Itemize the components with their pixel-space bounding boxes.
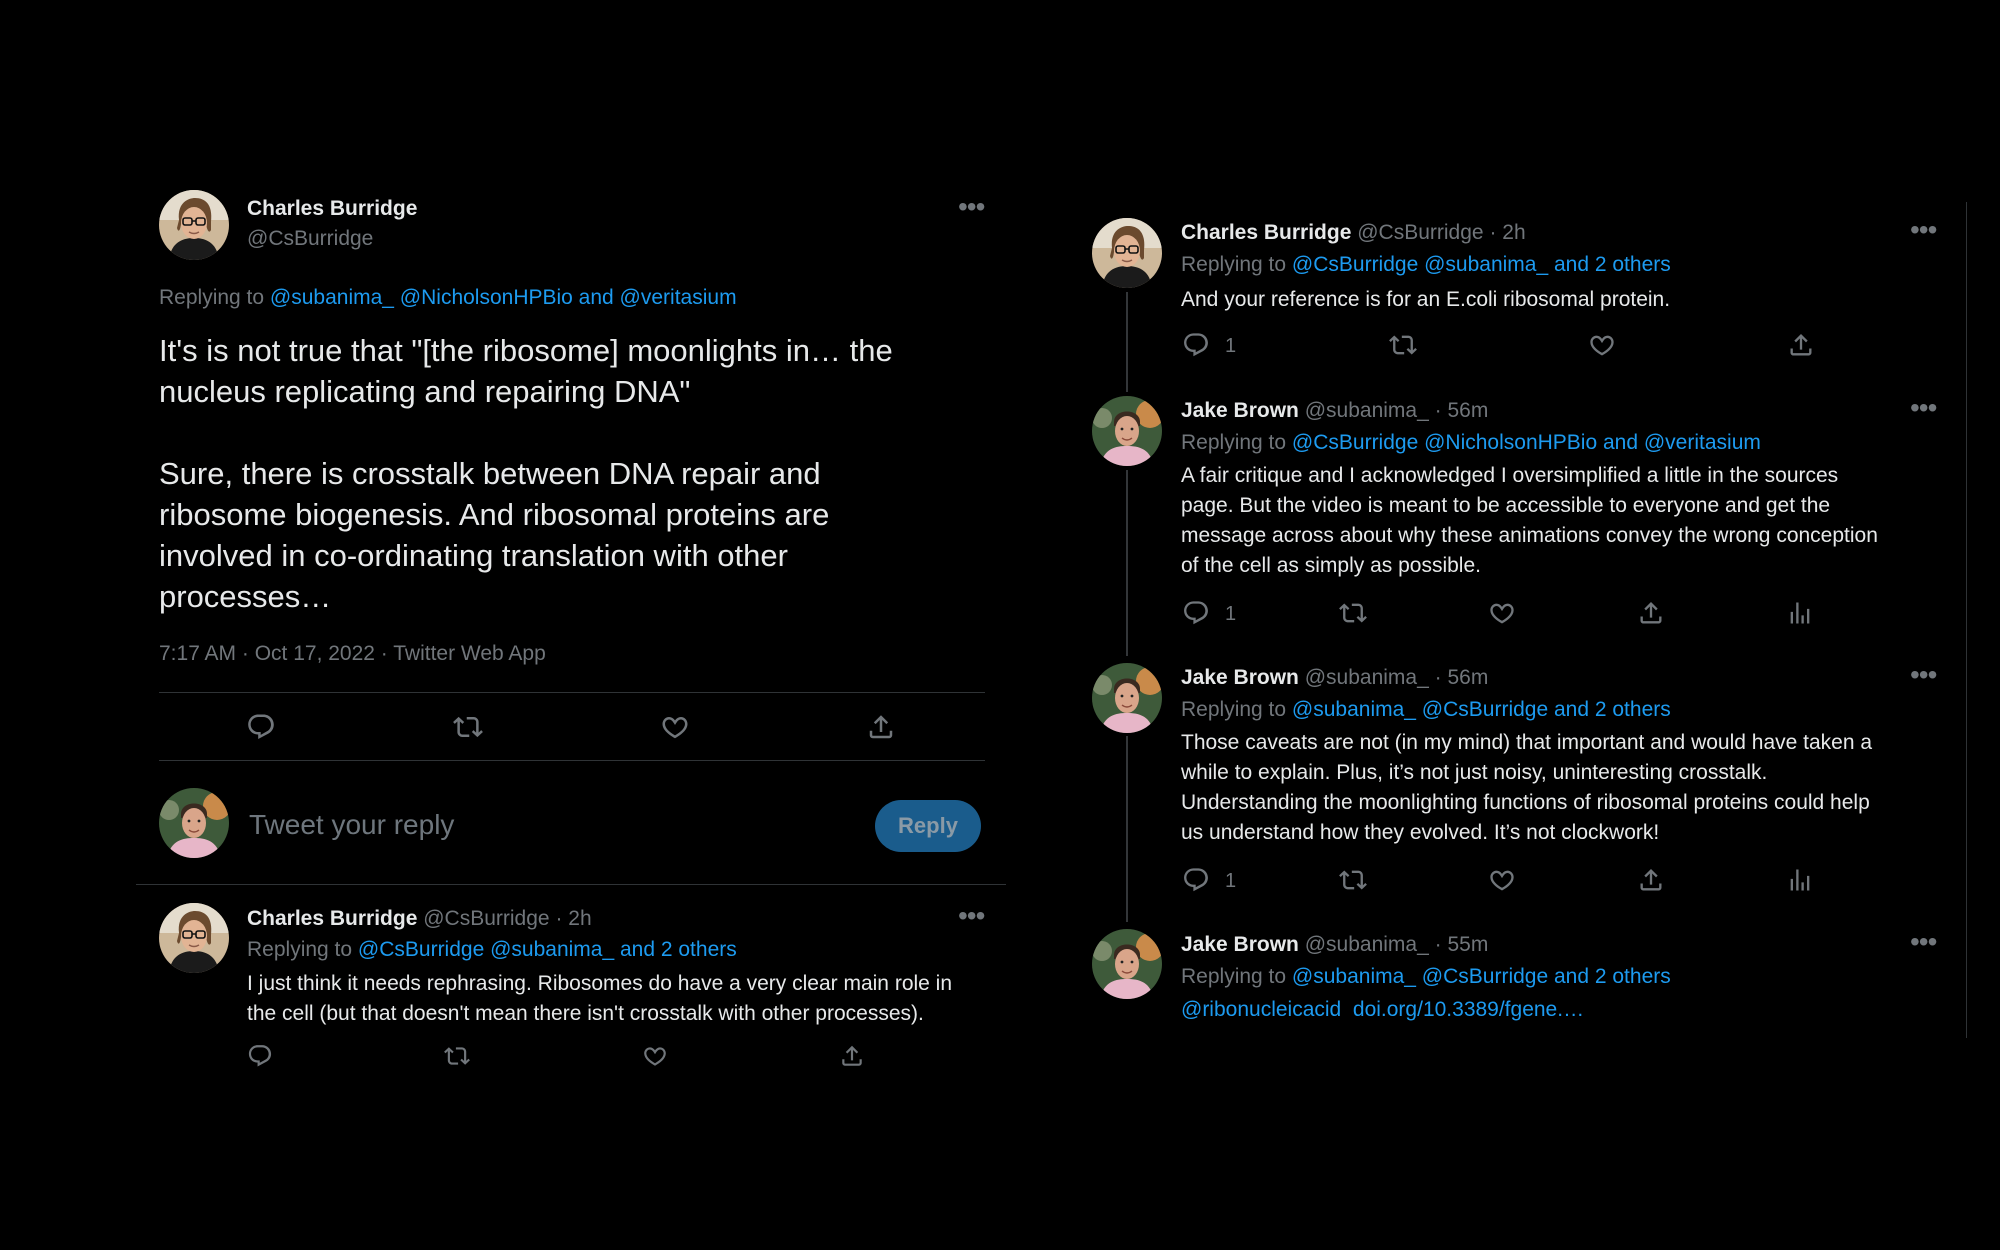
like-icon[interactable] bbox=[642, 1043, 668, 1069]
replying-to-links[interactable]: @CsBurridge @subanima_ and 2 others bbox=[357, 938, 737, 961]
tweet-time[interactable]: · 2h bbox=[1489, 221, 1526, 244]
retweet-icon[interactable] bbox=[444, 1043, 470, 1069]
author-handle[interactable]: @CsBurridge bbox=[1357, 221, 1484, 244]
divider bbox=[136, 884, 1006, 885]
author-name[interactable]: Charles Burridge bbox=[247, 197, 418, 220]
avatar[interactable] bbox=[1092, 663, 1162, 733]
tweet-text-line: It's is not true that "[the ribosome] moonlights in… the bbox=[159, 333, 893, 368]
tweet-text-line: Sure, there is crosstalk between DNA repair and bbox=[159, 456, 821, 491]
tweet-text-line: nucleus replicating and repairing DNA" bbox=[159, 374, 691, 409]
tweet-time[interactable]: · 55m bbox=[1434, 933, 1489, 956]
replying-to bbox=[1181, 253, 1671, 277]
tweet-text bbox=[1181, 461, 1878, 581]
tweet-header bbox=[1181, 221, 1526, 245]
more-options-icon[interactable]: ••• bbox=[1910, 926, 1937, 957]
replying-to bbox=[1181, 698, 1671, 722]
tweet-text bbox=[1181, 728, 1872, 848]
tweet-text bbox=[159, 330, 999, 617]
tweet-text bbox=[247, 969, 1007, 1029]
views-icon[interactable] bbox=[1786, 866, 1814, 894]
panel-border bbox=[1966, 202, 1967, 1038]
tweet-time[interactable]: · 56m bbox=[1434, 399, 1489, 422]
like-icon[interactable] bbox=[1588, 331, 1616, 359]
author-name[interactable]: Charles Burridge bbox=[1181, 221, 1352, 244]
replying-to-links[interactable]: @CsBurridge @NicholsonHPBio and @veritasium bbox=[1291, 431, 1761, 454]
author-name[interactable]: Jake Brown bbox=[1181, 933, 1299, 956]
more-options-icon[interactable]: ••• bbox=[1910, 214, 1937, 245]
replying-to bbox=[159, 286, 737, 310]
views-icon[interactable] bbox=[1786, 599, 1814, 627]
reply-count: 1 bbox=[1225, 603, 1237, 625]
replying-to-links[interactable]: @CsBurridge @subanima_ and 2 others bbox=[1291, 253, 1671, 276]
author-name[interactable]: Jake Brown bbox=[1181, 666, 1299, 689]
tweet-text-line: page. But the video is meant to be accessible to everyone and get the bbox=[1181, 494, 1831, 517]
author-handle[interactable]: @subanima_ bbox=[1304, 399, 1429, 422]
like-icon[interactable] bbox=[1488, 866, 1516, 894]
share-icon[interactable] bbox=[1637, 599, 1665, 627]
reply-header bbox=[247, 907, 592, 931]
tweet-time[interactable]: · 2h bbox=[555, 907, 592, 930]
reply-button[interactable]: Reply bbox=[875, 800, 981, 852]
tweet-links[interactable]: @ribonucleicacid doi.org/10.3389/fgene.… bbox=[1181, 998, 1585, 1021]
tweet-text bbox=[1181, 285, 1670, 315]
divider bbox=[159, 760, 985, 761]
replying-to-label: Replying to bbox=[1181, 965, 1287, 988]
tweet-header bbox=[1181, 666, 1488, 690]
reply-icon[interactable] bbox=[247, 1043, 273, 1069]
divider bbox=[159, 692, 985, 693]
replying-to-links[interactable]: @subanima_ @CsBurridge and 2 others bbox=[1291, 698, 1671, 721]
share-icon[interactable] bbox=[1787, 331, 1815, 359]
tweet-text-line: Those caveats are not (in my mind) that important and would have taken a bbox=[1181, 731, 1873, 754]
author-handle[interactable]: @CsBurridge bbox=[247, 227, 374, 250]
tweet-text-line: ribosome biogenesis. And ribosomal proteins are bbox=[159, 497, 830, 532]
avatar[interactable] bbox=[1092, 396, 1162, 466]
share-icon[interactable] bbox=[866, 712, 896, 742]
composer-avatar bbox=[159, 788, 229, 858]
avatar[interactable] bbox=[1092, 929, 1162, 999]
more-options-icon[interactable]: ••• bbox=[1910, 392, 1937, 423]
author-name[interactable]: Charles Burridge bbox=[247, 907, 418, 930]
retweet-icon[interactable] bbox=[1339, 866, 1367, 894]
tweet-text-line: processes… bbox=[159, 579, 332, 614]
reply-icon[interactable] bbox=[1182, 599, 1210, 627]
author-name[interactable]: Jake Brown bbox=[1181, 399, 1299, 422]
tweet-text-line: And your reference is for an E.coli ribosomal protein. bbox=[1181, 288, 1671, 311]
replying-to-label: Replying to bbox=[1181, 431, 1287, 454]
replying-to bbox=[1181, 431, 1761, 455]
tweet-text-line: involved in co-ordinating translation with other bbox=[159, 538, 788, 573]
tweet-text-line: message across about why these animations convey the wrong conception bbox=[1181, 524, 1878, 547]
avatar[interactable] bbox=[1092, 218, 1162, 288]
reply-count: 1 bbox=[1225, 870, 1237, 892]
tweet-text-line: the cell (but that doesn't mean there isn't crosstalk with other processes). bbox=[247, 1002, 924, 1025]
tweet-time[interactable]: · 56m bbox=[1434, 666, 1489, 689]
tweet-text-line: while to explain. Plus, it’s not just noisy, uninteresting crosstalk. bbox=[1181, 761, 1768, 784]
tweet-header bbox=[1181, 933, 1488, 957]
replying-to-links[interactable]: @subanima_ @NicholsonHPBio and @veritasium bbox=[269, 286, 737, 309]
author-handle[interactable]: @subanima_ bbox=[1304, 666, 1429, 689]
thread-line bbox=[1126, 736, 1128, 922]
reply-icon[interactable] bbox=[246, 712, 276, 742]
more-options-icon[interactable]: ••• bbox=[958, 191, 985, 222]
replying-to-label: Replying to bbox=[1181, 253, 1287, 276]
reply-icon[interactable] bbox=[1182, 331, 1210, 359]
author-handle[interactable]: @subanima_ bbox=[1304, 933, 1429, 956]
tweet-text-line: A fair critique and I acknowledged I oversimplified a little in the sources bbox=[1181, 464, 1839, 487]
replying-to-links[interactable]: @subanima_ @CsBurridge and 2 others bbox=[1291, 965, 1671, 988]
reply-count: 1 bbox=[1225, 335, 1237, 357]
replying-to bbox=[247, 938, 737, 962]
tweet-text-line: I just think it needs rephrasing. Ribosomes do have a very clear main role in bbox=[247, 972, 953, 995]
reply-icon[interactable] bbox=[1182, 866, 1210, 894]
like-icon[interactable] bbox=[660, 712, 690, 742]
retweet-icon[interactable] bbox=[1389, 331, 1417, 359]
tweet-text-line: Understanding the moonlighting functions of ribosomal proteins could help bbox=[1181, 791, 1870, 814]
avatar[interactable] bbox=[159, 903, 229, 973]
share-icon[interactable] bbox=[839, 1043, 865, 1069]
avatar[interactable] bbox=[159, 190, 229, 260]
tweet-header bbox=[1181, 399, 1488, 423]
reply-input[interactable]: Tweet your reply bbox=[249, 809, 455, 840]
like-icon[interactable] bbox=[1488, 599, 1516, 627]
tweet-text-line: of the cell as simply as possible. bbox=[1181, 554, 1481, 577]
share-icon[interactable] bbox=[1637, 866, 1665, 894]
thread-line bbox=[1126, 470, 1128, 656]
tweet-meta[interactable]: 7:17 AM · Oct 17, 2022 · Twitter Web App bbox=[159, 642, 546, 665]
retweet-icon[interactable] bbox=[453, 712, 483, 742]
author-handle[interactable]: @CsBurridge bbox=[423, 907, 550, 930]
replying-to-label: Replying to bbox=[1181, 698, 1287, 721]
replying-to-label: Replying to bbox=[247, 938, 353, 961]
replying-to-label: Replying to bbox=[159, 286, 265, 309]
thread-line bbox=[1126, 292, 1128, 392]
more-options-icon[interactable]: ••• bbox=[958, 900, 985, 931]
retweet-icon[interactable] bbox=[1339, 599, 1367, 627]
tweet-text-line: us understand how they evolved. It’s not clockwork! bbox=[1181, 821, 1660, 844]
more-options-icon[interactable]: ••• bbox=[1910, 659, 1937, 690]
replying-to bbox=[1181, 965, 1671, 989]
